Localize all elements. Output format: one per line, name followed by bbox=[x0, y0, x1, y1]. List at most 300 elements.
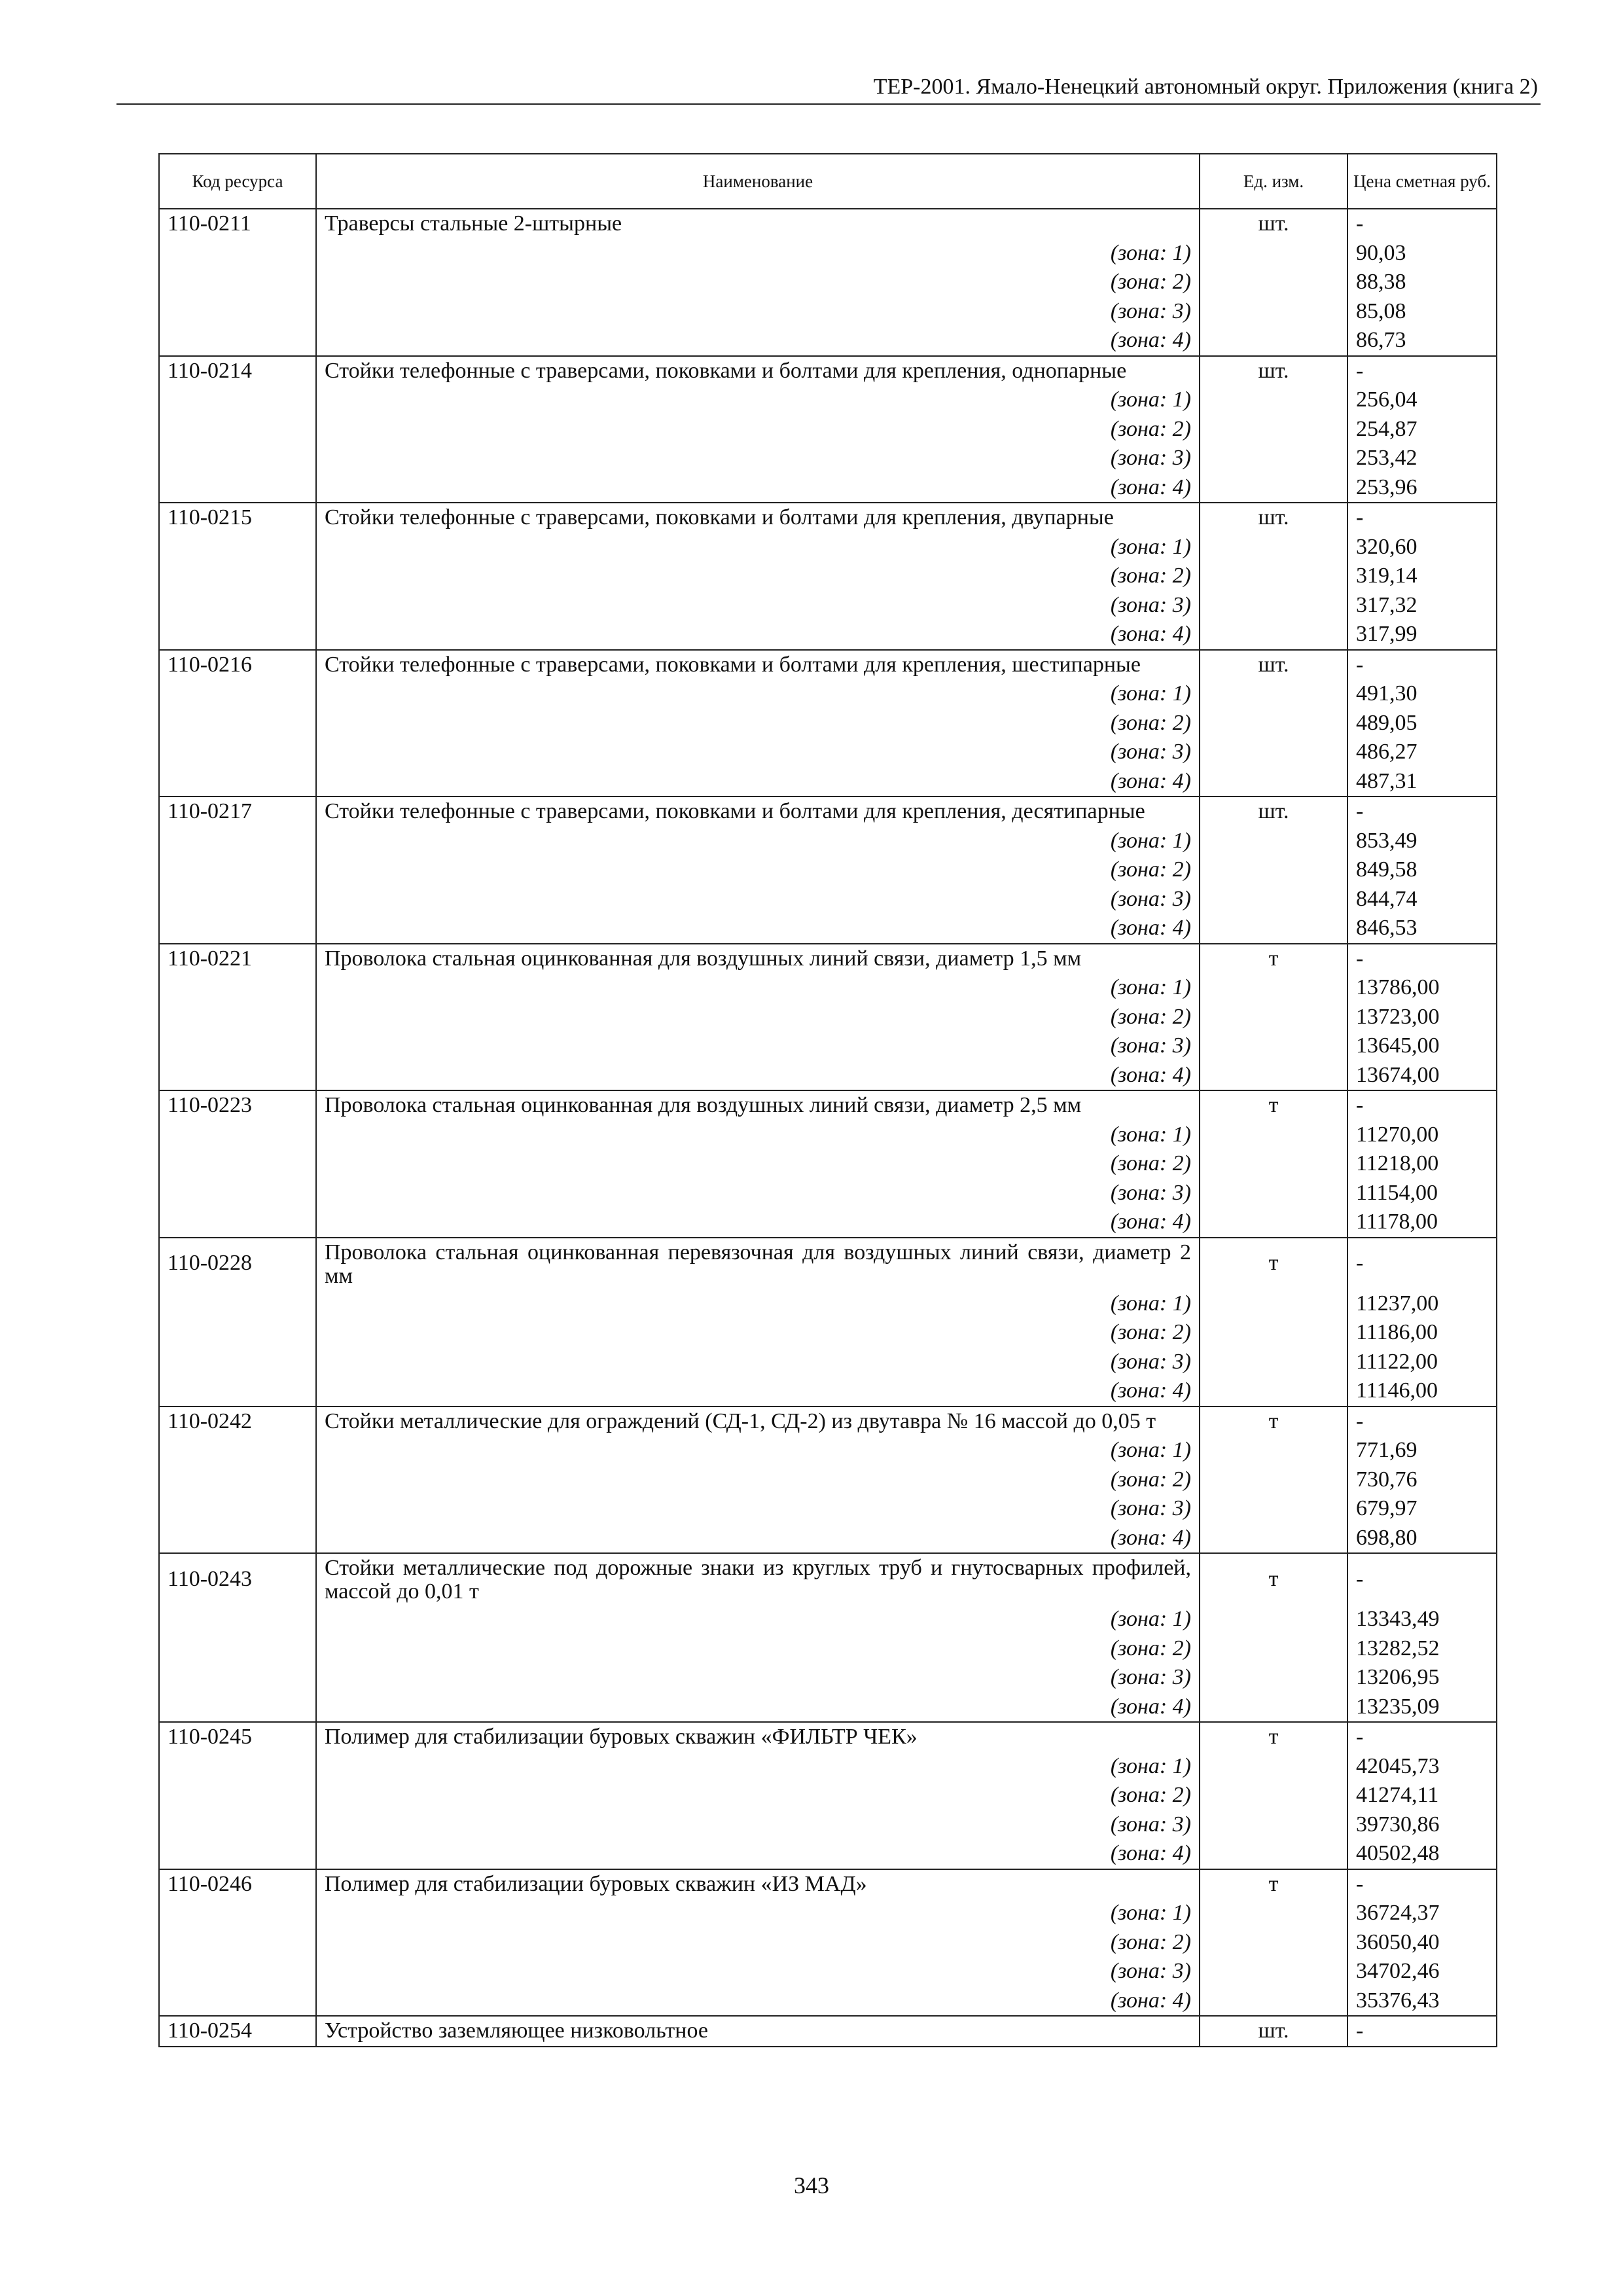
resource-code: 110-0223 bbox=[159, 1090, 316, 1121]
zone-price-row bbox=[159, 386, 1497, 415]
zone-price-row bbox=[159, 855, 1497, 885]
zone-price-row bbox=[159, 885, 1497, 914]
zone-label: (зона: 1) bbox=[316, 533, 1200, 562]
zone-price-row bbox=[159, 1208, 1497, 1238]
resource-unit: шт. bbox=[1200, 209, 1347, 239]
table-body bbox=[159, 209, 1497, 2047]
resource-unit: шт. bbox=[1200, 2016, 1347, 2047]
zone-label: (зона: 3) bbox=[316, 444, 1200, 473]
unit-cell-empty bbox=[1200, 386, 1347, 415]
zone-price-row bbox=[159, 444, 1497, 473]
column-header-code: Код ресурса bbox=[159, 154, 316, 209]
zone-label: (зона: 1) bbox=[316, 1436, 1200, 1465]
code-cell-empty bbox=[159, 1605, 316, 1634]
table-row bbox=[159, 1869, 1497, 1899]
resource-base-price: - bbox=[1347, 1553, 1497, 1605]
zone-price: 11154,00 bbox=[1347, 1179, 1497, 1208]
zone-price-row bbox=[159, 738, 1497, 767]
zone-price: 13206,95 bbox=[1347, 1663, 1497, 1693]
resource-base-price: - bbox=[1347, 797, 1497, 827]
zone-price-row bbox=[159, 1179, 1497, 1208]
unit-cell-empty bbox=[1200, 326, 1347, 356]
zone-price: 11186,00 bbox=[1347, 1318, 1497, 1348]
resource-unit: т bbox=[1200, 944, 1347, 974]
unit-cell-empty bbox=[1200, 591, 1347, 620]
resource-unit: шт. bbox=[1200, 503, 1347, 533]
unit-cell-empty bbox=[1200, 855, 1347, 885]
zone-price: 85,08 bbox=[1347, 297, 1497, 327]
zone-price: 730,76 bbox=[1347, 1465, 1497, 1495]
table-row bbox=[159, 944, 1497, 974]
zone-label: (зона: 4) bbox=[316, 1693, 1200, 1723]
zone-price: 11122,00 bbox=[1347, 1348, 1497, 1377]
zone-price-row bbox=[159, 709, 1497, 738]
zone-price-row bbox=[159, 297, 1497, 327]
zone-price: 13723,00 bbox=[1347, 1003, 1497, 1032]
zone-price: 36724,37 bbox=[1347, 1899, 1497, 1928]
unit-cell-empty bbox=[1200, 562, 1347, 591]
table-row bbox=[159, 209, 1497, 239]
unit-cell-empty bbox=[1200, 1121, 1347, 1150]
resource-name: Стойки телефонные с траверсами, поковками и болтами для крепления, однопарные bbox=[316, 356, 1200, 386]
unit-cell-empty bbox=[1200, 1289, 1347, 1319]
zone-label: (зона: 3) bbox=[316, 1031, 1200, 1061]
unit-cell-empty bbox=[1200, 973, 1347, 1003]
unit-cell-empty bbox=[1200, 620, 1347, 650]
resource-base-price: - bbox=[1347, 1090, 1497, 1121]
code-cell-empty bbox=[159, 1003, 316, 1032]
table-row bbox=[159, 2016, 1497, 2047]
zone-label: (зона: 3) bbox=[316, 1179, 1200, 1208]
zone-price: 35376,43 bbox=[1347, 1986, 1497, 2017]
zone-label: (зона: 2) bbox=[316, 1318, 1200, 1348]
zone-label: (зона: 3) bbox=[316, 1810, 1200, 1840]
code-cell-empty bbox=[159, 1179, 316, 1208]
code-cell-empty bbox=[159, 1839, 316, 1869]
unit-cell-empty bbox=[1200, 1693, 1347, 1723]
code-cell-empty bbox=[159, 1524, 316, 1554]
zone-price: 849,58 bbox=[1347, 855, 1497, 885]
code-cell-empty bbox=[159, 885, 316, 914]
zone-price-row bbox=[159, 767, 1497, 797]
code-cell-empty bbox=[159, 533, 316, 562]
code-cell-empty bbox=[159, 326, 316, 356]
resource-name: Полимер для стабилизации буровых скважин «ФИЛЬТР ЧЕК» bbox=[316, 1722, 1200, 1752]
zone-price: 36050,40 bbox=[1347, 1928, 1497, 1958]
code-cell-empty bbox=[159, 1289, 316, 1319]
resource-base-price: - bbox=[1347, 944, 1497, 974]
zone-label: (зона: 4) bbox=[316, 767, 1200, 797]
code-cell-empty bbox=[159, 1781, 316, 1810]
zone-price: 90,03 bbox=[1347, 239, 1497, 268]
zone-price-row bbox=[159, 1810, 1497, 1840]
zone-price-row bbox=[159, 1121, 1497, 1150]
resource-code: 110-0217 bbox=[159, 797, 316, 827]
resource-code: 110-0214 bbox=[159, 356, 316, 386]
zone-label: (зона: 2) bbox=[316, 1465, 1200, 1495]
resource-name: Стойки телефонные с траверсами, поковками и болтами для крепления, двупарные bbox=[316, 503, 1200, 533]
zone-price-row bbox=[159, 591, 1497, 620]
unit-cell-empty bbox=[1200, 1663, 1347, 1693]
zone-price: 853,49 bbox=[1347, 827, 1497, 856]
zone-price: 11237,00 bbox=[1347, 1289, 1497, 1319]
unit-cell-empty bbox=[1200, 827, 1347, 856]
resource-name: Траверсы стальные 2-штырные bbox=[316, 209, 1200, 239]
unit-cell-empty bbox=[1200, 1318, 1347, 1348]
unit-cell-empty bbox=[1200, 1810, 1347, 1840]
code-cell-empty bbox=[159, 914, 316, 944]
unit-cell-empty bbox=[1200, 1957, 1347, 1986]
zone-price-row bbox=[159, 1289, 1497, 1319]
zone-price: 13674,00 bbox=[1347, 1061, 1497, 1091]
resource-base-price: - bbox=[1347, 503, 1497, 533]
zone-price-row bbox=[159, 533, 1497, 562]
resource-unit: т bbox=[1200, 1238, 1347, 1289]
zone-price-row bbox=[159, 326, 1497, 356]
unit-cell-empty bbox=[1200, 268, 1347, 297]
unit-cell-empty bbox=[1200, 473, 1347, 503]
resource-base-price: - bbox=[1347, 2016, 1497, 2047]
table-row bbox=[159, 1090, 1497, 1121]
code-cell-empty bbox=[159, 297, 316, 327]
zone-price: 11270,00 bbox=[1347, 1121, 1497, 1150]
zone-label: (зона: 1) bbox=[316, 1121, 1200, 1150]
zone-label: (зона: 3) bbox=[316, 1957, 1200, 1986]
zone-label: (зона: 1) bbox=[316, 679, 1200, 709]
zone-price-row bbox=[159, 268, 1497, 297]
resource-unit: шт. bbox=[1200, 797, 1347, 827]
resource-name: Проволока стальная оцинкованная для воздушных линий связи, диаметр 1,5 мм bbox=[316, 944, 1200, 974]
resource-unit: шт. bbox=[1200, 650, 1347, 680]
code-cell-empty bbox=[159, 1899, 316, 1928]
code-cell-empty bbox=[159, 827, 316, 856]
table-row bbox=[159, 1553, 1497, 1605]
code-cell-empty bbox=[159, 973, 316, 1003]
zone-price: 34702,46 bbox=[1347, 1957, 1497, 1986]
zone-label: (зона: 2) bbox=[316, 415, 1200, 444]
page-number: 343 bbox=[794, 2172, 829, 2198]
table-row bbox=[159, 1722, 1497, 1752]
zone-price: 11178,00 bbox=[1347, 1208, 1497, 1238]
resource-unit: т bbox=[1200, 1407, 1347, 1437]
zone-label: (зона: 2) bbox=[316, 562, 1200, 591]
code-cell-empty bbox=[159, 620, 316, 650]
zone-price-row bbox=[159, 1061, 1497, 1091]
zone-label: (зона: 3) bbox=[316, 1348, 1200, 1377]
table-header-row bbox=[159, 154, 1497, 209]
code-cell-empty bbox=[159, 1957, 316, 1986]
zone-label: (зона: 1) bbox=[316, 386, 1200, 415]
zone-price: 253,96 bbox=[1347, 473, 1497, 503]
code-cell-empty bbox=[159, 1928, 316, 1958]
code-cell-empty bbox=[159, 1031, 316, 1061]
zone-price-row bbox=[159, 473, 1497, 503]
resource-unit: т bbox=[1200, 1090, 1347, 1121]
zone-label: (зона: 1) bbox=[316, 827, 1200, 856]
resource-name: Проволока стальная оцинкованная для воздушных линий связи, диаметр 2,5 мм bbox=[316, 1090, 1200, 1121]
code-cell-empty bbox=[159, 1465, 316, 1495]
code-cell-empty bbox=[159, 679, 316, 709]
code-cell-empty bbox=[159, 1986, 316, 2017]
zone-price-row bbox=[159, 1957, 1497, 1986]
zone-price-row bbox=[159, 1928, 1497, 1958]
zone-price: 844,74 bbox=[1347, 885, 1497, 914]
zone-label: (зона: 1) bbox=[316, 239, 1200, 268]
zone-label: (зона: 4) bbox=[316, 1376, 1200, 1407]
zone-price-row bbox=[159, 415, 1497, 444]
column-header-price: Цена сметная руб. bbox=[1347, 154, 1497, 209]
zone-price-row bbox=[159, 1752, 1497, 1782]
zone-price: 771,69 bbox=[1347, 1436, 1497, 1465]
zone-price-row bbox=[159, 1031, 1497, 1061]
zone-price-row bbox=[159, 679, 1497, 709]
unit-cell-empty bbox=[1200, 709, 1347, 738]
resource-name: Стойки телефонные с траверсами, поковками и болтами для крепления, десятипарные bbox=[316, 797, 1200, 827]
unit-cell-empty bbox=[1200, 444, 1347, 473]
zone-price-row bbox=[159, 914, 1497, 944]
zone-price-row bbox=[159, 1524, 1497, 1554]
code-cell-empty bbox=[159, 444, 316, 473]
code-cell-empty bbox=[159, 1318, 316, 1348]
resource-name: Устройство заземляющее низковольтное bbox=[316, 2016, 1200, 2047]
zone-price: 319,14 bbox=[1347, 562, 1497, 591]
resource-code: 110-0211 bbox=[159, 209, 316, 239]
unit-cell-empty bbox=[1200, 1436, 1347, 1465]
unit-cell-empty bbox=[1200, 415, 1347, 444]
zone-label: (зона: 4) bbox=[316, 914, 1200, 944]
unit-cell-empty bbox=[1200, 1061, 1347, 1091]
zone-price-row bbox=[159, 239, 1497, 268]
unit-cell-empty bbox=[1200, 679, 1347, 709]
zone-label: (зона: 2) bbox=[316, 268, 1200, 297]
zone-price: 317,99 bbox=[1347, 620, 1497, 650]
code-cell-empty bbox=[159, 1663, 316, 1693]
zone-label: (зона: 4) bbox=[316, 1061, 1200, 1091]
zone-label: (зона: 3) bbox=[316, 738, 1200, 767]
zone-price-row bbox=[159, 1605, 1497, 1634]
resource-name: Проволока стальная оцинкованная перевязочная для воздушных линий связи, диаметр 2 мм bbox=[316, 1238, 1200, 1289]
zone-price: 88,38 bbox=[1347, 268, 1497, 297]
resource-base-price: - bbox=[1347, 1407, 1497, 1437]
zone-price: 486,27 bbox=[1347, 738, 1497, 767]
zone-price-row bbox=[159, 1986, 1497, 2017]
zone-label: (зона: 1) bbox=[316, 973, 1200, 1003]
resource-code: 110-0228 bbox=[159, 1238, 316, 1289]
zone-price: 39730,86 bbox=[1347, 1810, 1497, 1840]
unit-cell-empty bbox=[1200, 1605, 1347, 1634]
unit-cell-empty bbox=[1200, 1781, 1347, 1810]
unit-cell-empty bbox=[1200, 297, 1347, 327]
resource-base-price: - bbox=[1347, 1869, 1497, 1899]
table-row bbox=[159, 1407, 1497, 1437]
code-cell-empty bbox=[159, 1436, 316, 1465]
resource-base-price: - bbox=[1347, 650, 1497, 680]
zone-label: (зона: 2) bbox=[316, 1781, 1200, 1810]
unit-cell-empty bbox=[1200, 1839, 1347, 1869]
zone-price-row bbox=[159, 1149, 1497, 1179]
table-row bbox=[159, 650, 1497, 680]
zone-label: (зона: 1) bbox=[316, 1752, 1200, 1782]
zone-price-row bbox=[159, 973, 1497, 1003]
zone-price: 491,30 bbox=[1347, 679, 1497, 709]
unit-cell-empty bbox=[1200, 885, 1347, 914]
column-header-name: Наименование bbox=[316, 154, 1200, 209]
table-row bbox=[159, 503, 1497, 533]
zone-label: (зона: 1) bbox=[316, 1899, 1200, 1928]
code-cell-empty bbox=[159, 562, 316, 591]
table-row bbox=[159, 1238, 1497, 1289]
zone-price: 11146,00 bbox=[1347, 1376, 1497, 1407]
column-header-unit: Ед. изм. bbox=[1200, 154, 1347, 209]
zone-price: 253,42 bbox=[1347, 444, 1497, 473]
code-cell-empty bbox=[159, 1376, 316, 1407]
zone-label: (зона: 3) bbox=[316, 885, 1200, 914]
zone-label: (зона: 2) bbox=[316, 855, 1200, 885]
zone-label: (зона: 1) bbox=[316, 1605, 1200, 1634]
resource-unit: т bbox=[1200, 1553, 1347, 1605]
unit-cell-empty bbox=[1200, 1149, 1347, 1179]
zone-price: 11218,00 bbox=[1347, 1149, 1497, 1179]
zone-label: (зона: 4) bbox=[316, 1839, 1200, 1869]
zone-price: 42045,73 bbox=[1347, 1752, 1497, 1782]
resource-base-price: - bbox=[1347, 209, 1497, 239]
table-row bbox=[159, 797, 1497, 827]
zone-price: 13282,52 bbox=[1347, 1634, 1497, 1664]
page-header bbox=[116, 73, 1541, 105]
resource-base-price: - bbox=[1347, 1722, 1497, 1752]
code-cell-empty bbox=[159, 1149, 316, 1179]
zone-price: 320,60 bbox=[1347, 533, 1497, 562]
zone-price: 679,97 bbox=[1347, 1494, 1497, 1524]
resource-code: 110-0215 bbox=[159, 503, 316, 533]
unit-cell-empty bbox=[1200, 1208, 1347, 1238]
unit-cell-empty bbox=[1200, 1524, 1347, 1554]
zone-label: (зона: 4) bbox=[316, 326, 1200, 356]
zone-price-row bbox=[159, 1634, 1497, 1664]
code-cell-empty bbox=[159, 591, 316, 620]
zone-price: 846,53 bbox=[1347, 914, 1497, 944]
unit-cell-empty bbox=[1200, 1928, 1347, 1958]
zone-label: (зона: 3) bbox=[316, 297, 1200, 327]
resource-unit: шт. bbox=[1200, 356, 1347, 386]
zone-price-row bbox=[159, 1318, 1497, 1348]
code-cell-empty bbox=[159, 709, 316, 738]
zone-label: (зона: 4) bbox=[316, 1524, 1200, 1554]
zone-price: 13343,49 bbox=[1347, 1605, 1497, 1634]
zone-price: 487,31 bbox=[1347, 767, 1497, 797]
zone-price-row bbox=[159, 1899, 1497, 1928]
resource-unit: т bbox=[1200, 1869, 1347, 1899]
resource-code: 110-0254 bbox=[159, 2016, 316, 2047]
zone-label: (зона: 2) bbox=[316, 1928, 1200, 1958]
zone-price: 13786,00 bbox=[1347, 973, 1497, 1003]
unit-cell-empty bbox=[1200, 767, 1347, 797]
unit-cell-empty bbox=[1200, 1494, 1347, 1524]
code-cell-empty bbox=[159, 386, 316, 415]
code-cell-empty bbox=[159, 1348, 316, 1377]
code-cell-empty bbox=[159, 1494, 316, 1524]
resource-code: 110-0246 bbox=[159, 1869, 316, 1899]
resource-code: 110-0216 bbox=[159, 650, 316, 680]
unit-cell-empty bbox=[1200, 1634, 1347, 1664]
zone-price-row bbox=[159, 1003, 1497, 1032]
zone-price: 40502,48 bbox=[1347, 1839, 1497, 1869]
unit-cell-empty bbox=[1200, 1986, 1347, 2017]
zone-price-row bbox=[159, 1465, 1497, 1495]
resource-code: 110-0242 bbox=[159, 1407, 316, 1437]
code-cell-empty bbox=[159, 855, 316, 885]
zone-label: (зона: 1) bbox=[316, 1289, 1200, 1319]
zone-price-row bbox=[159, 1781, 1497, 1810]
table-row bbox=[159, 356, 1497, 386]
zone-label: (зона: 2) bbox=[316, 1634, 1200, 1664]
code-cell-empty bbox=[159, 1208, 316, 1238]
code-cell-empty bbox=[159, 1693, 316, 1723]
resource-name: Полимер для стабилизации буровых скважин «ИЗ МАД» bbox=[316, 1869, 1200, 1899]
zone-price: 13235,09 bbox=[1347, 1693, 1497, 1723]
zone-label: (зона: 3) bbox=[316, 1494, 1200, 1524]
zone-label: (зона: 4) bbox=[316, 473, 1200, 503]
code-cell-empty bbox=[159, 1752, 316, 1782]
zone-price: 41274,11 bbox=[1347, 1781, 1497, 1810]
unit-cell-empty bbox=[1200, 1752, 1347, 1782]
unit-cell-empty bbox=[1200, 1348, 1347, 1377]
header-title: ТЕР-2001. Ямало-Ненецкий автономный округ. Приложения (книга 2) bbox=[873, 75, 1538, 99]
code-cell-empty bbox=[159, 1634, 316, 1664]
unit-cell-empty bbox=[1200, 1179, 1347, 1208]
unit-cell-empty bbox=[1200, 1376, 1347, 1407]
resource-code: 110-0245 bbox=[159, 1722, 316, 1752]
code-cell-empty bbox=[159, 1810, 316, 1840]
unit-cell-empty bbox=[1200, 1031, 1347, 1061]
unit-cell-empty bbox=[1200, 239, 1347, 268]
zone-price: 86,73 bbox=[1347, 326, 1497, 356]
zone-label: (зона: 4) bbox=[316, 620, 1200, 650]
code-cell-empty bbox=[159, 767, 316, 797]
unit-cell-empty bbox=[1200, 738, 1347, 767]
zone-price: 489,05 bbox=[1347, 709, 1497, 738]
zone-label: (зона: 4) bbox=[316, 1208, 1200, 1238]
zone-price-row bbox=[159, 1663, 1497, 1693]
code-cell-empty bbox=[159, 1061, 316, 1091]
zone-price-row bbox=[159, 1693, 1497, 1723]
unit-cell-empty bbox=[1200, 533, 1347, 562]
zone-label: (зона: 2) bbox=[316, 709, 1200, 738]
zone-price-row bbox=[159, 562, 1497, 591]
code-cell-empty bbox=[159, 268, 316, 297]
unit-cell-empty bbox=[1200, 1003, 1347, 1032]
resource-name: Стойки металлические под дорожные знаки из круглых труб и гнутосварных профилей, массой до 0,01 т bbox=[316, 1553, 1200, 1605]
zone-price-row bbox=[159, 1436, 1497, 1465]
resource-code: 110-0221 bbox=[159, 944, 316, 974]
zone-label: (зона: 2) bbox=[316, 1003, 1200, 1032]
resource-name: Стойки телефонные с траверсами, поковками и болтами для крепления, шестипарные bbox=[316, 650, 1200, 680]
zone-price: 698,80 bbox=[1347, 1524, 1497, 1554]
zone-price-row bbox=[159, 620, 1497, 650]
zone-price-row bbox=[159, 1376, 1497, 1407]
zone-label: (зона: 2) bbox=[316, 1149, 1200, 1179]
zone-price: 254,87 bbox=[1347, 415, 1497, 444]
zone-label: (зона: 4) bbox=[316, 1986, 1200, 2017]
zone-price-row bbox=[159, 1348, 1497, 1377]
unit-cell-empty bbox=[1200, 1899, 1347, 1928]
resource-base-price: - bbox=[1347, 1238, 1497, 1289]
resource-unit: т bbox=[1200, 1722, 1347, 1752]
zone-price-row bbox=[159, 1839, 1497, 1869]
unit-cell-empty bbox=[1200, 1465, 1347, 1495]
code-cell-empty bbox=[159, 738, 316, 767]
zone-price: 317,32 bbox=[1347, 591, 1497, 620]
